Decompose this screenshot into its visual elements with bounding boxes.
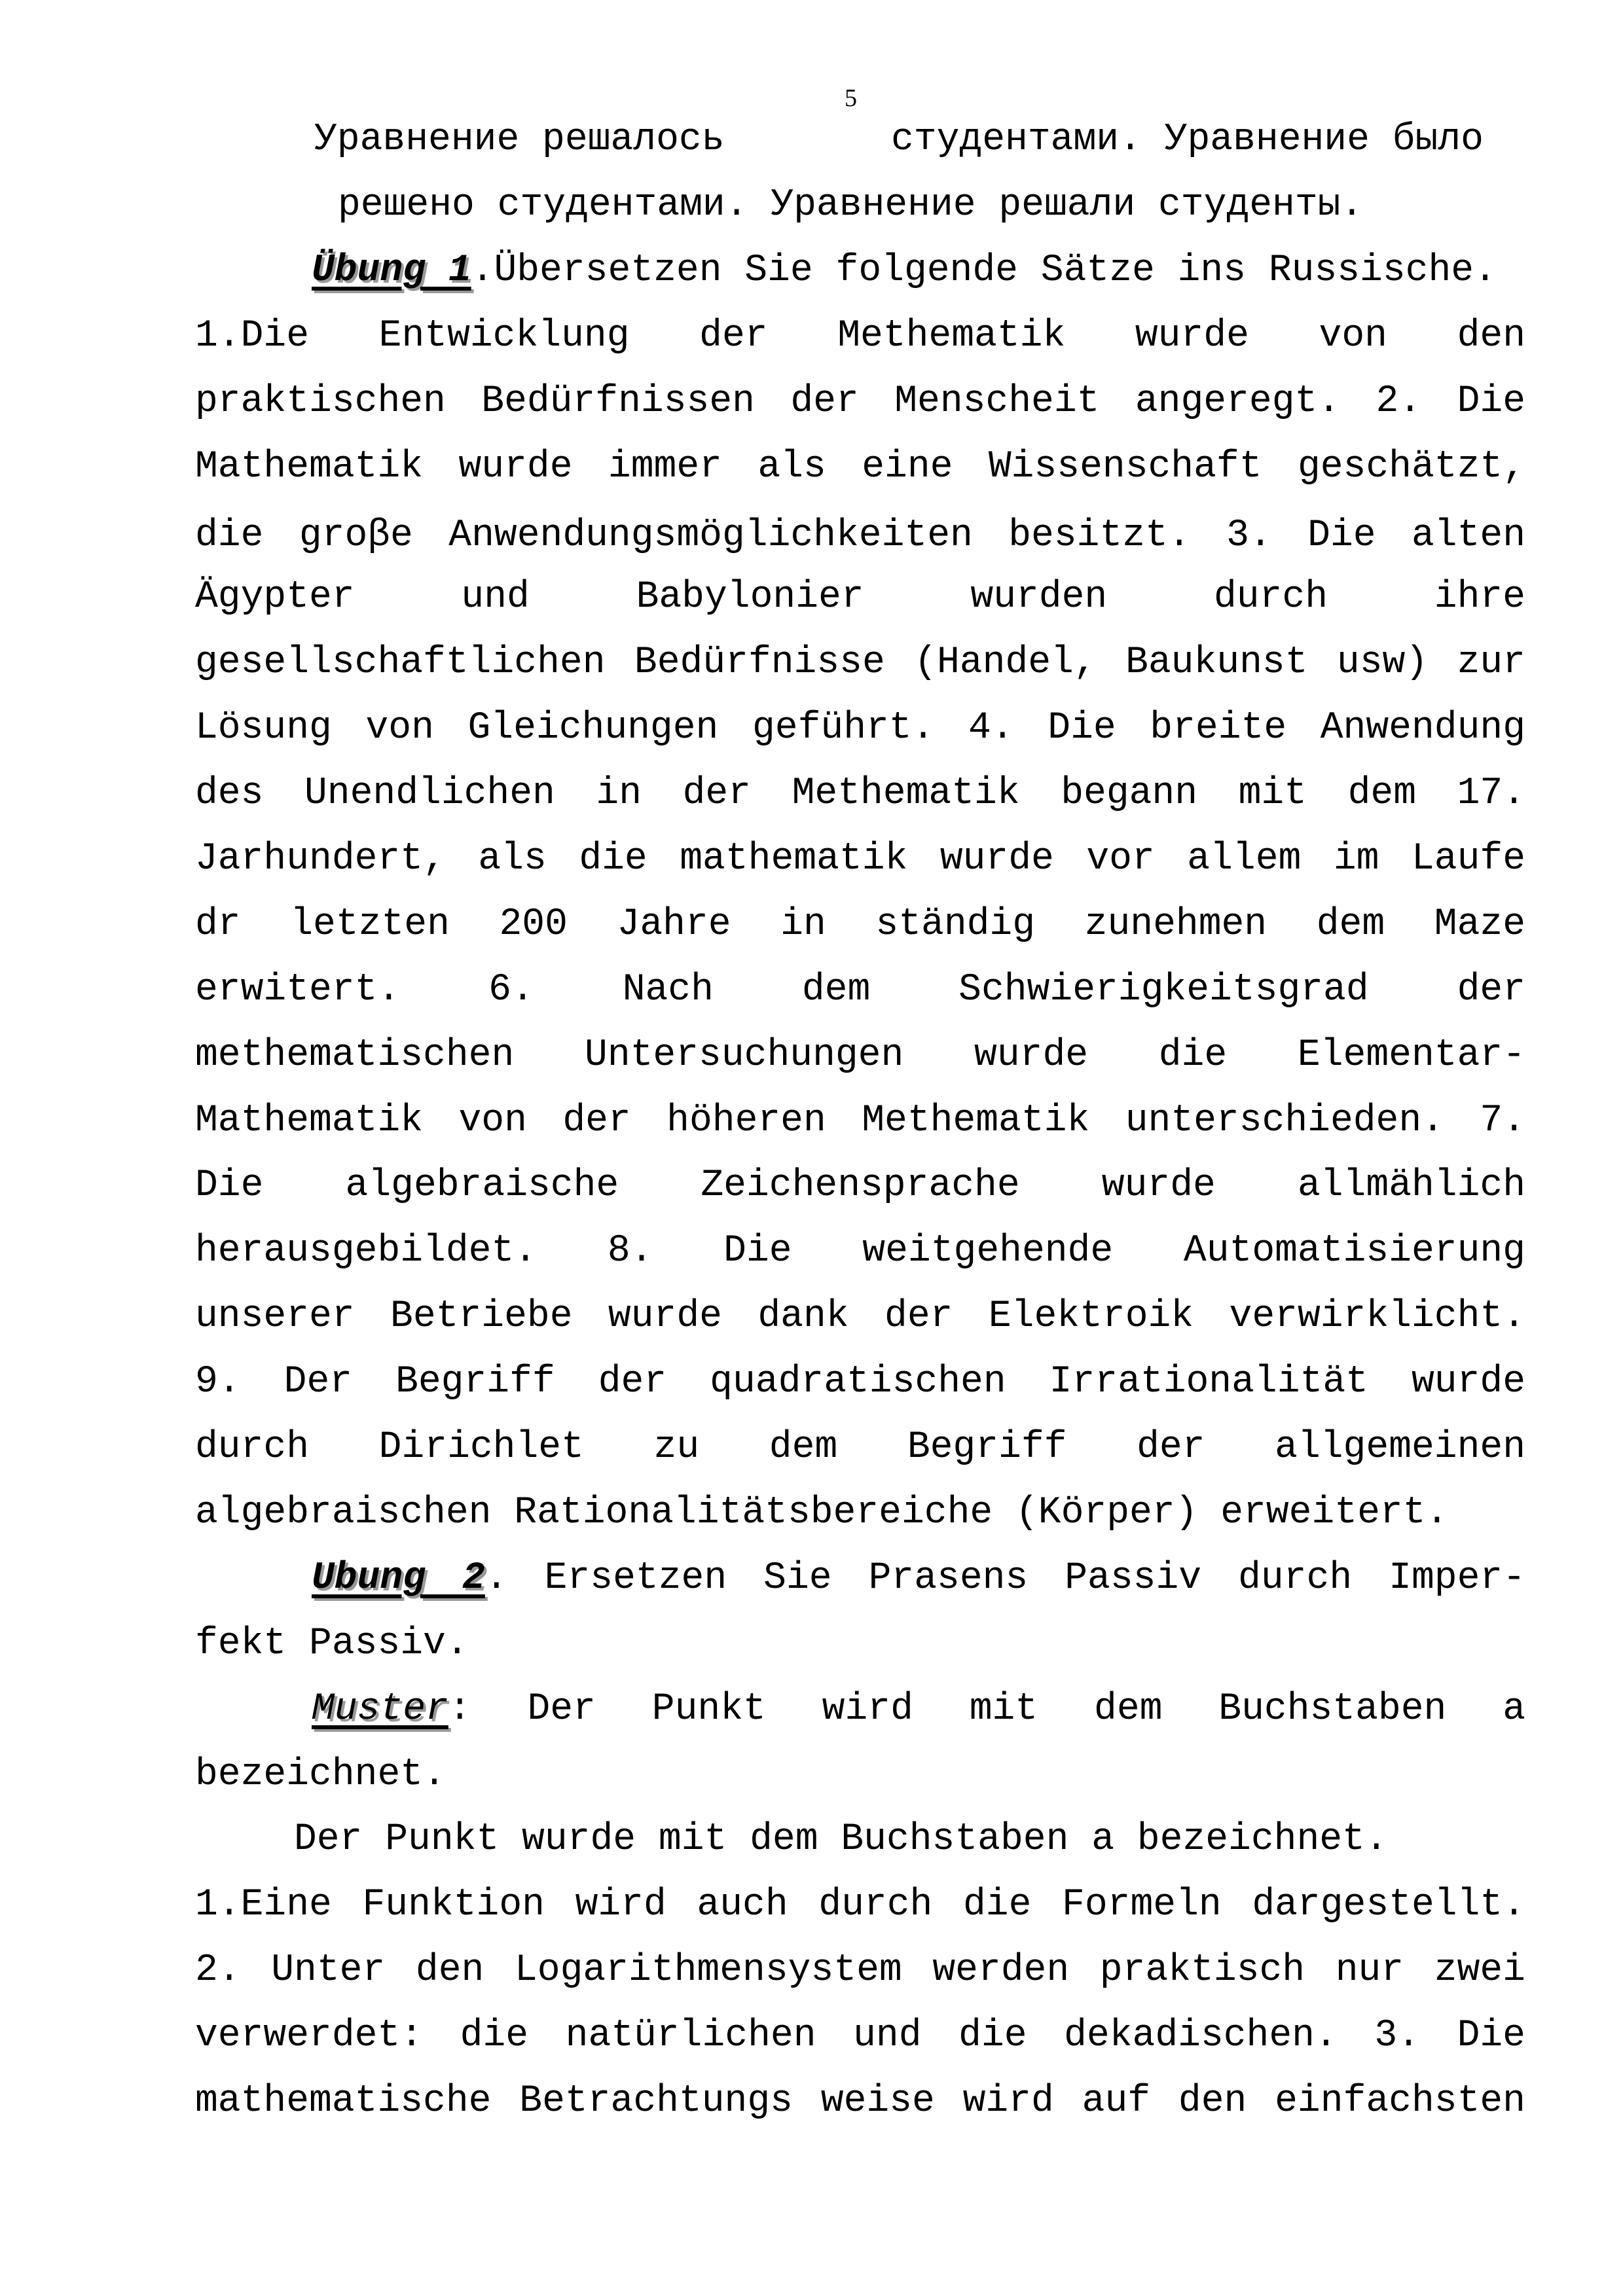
text-line: [195, 1225, 1525, 1278]
line-text: unserer Betriebe wurde dank der Elektroik verwirklicht.: [195, 1295, 1525, 1338]
text-line: [195, 1030, 1525, 1082]
text-line: [195, 510, 1525, 562]
text-line: [294, 1814, 1388, 1866]
line-text: Die algebraische Zeichensprache wurde allmählich: [195, 1164, 1525, 1208]
line-text: dr letzten 200 Jahre in ständig zunehmen dem Maze: [195, 903, 1525, 946]
text-line: [195, 2075, 1525, 2128]
line-text: 2. Unter den Logarithmensystem werden praktisch nur zwei: [195, 1949, 1525, 1992]
line-text: mathematische Betrachtungs weise wird auf den einfachsten: [195, 2080, 1525, 2123]
line-text: die groβe Anwendungsmöglichkeiten besitzt. 3. Die alten: [195, 514, 1525, 558]
line-text: 1.Die Entwicklung der Methematik wurde von den: [195, 314, 1525, 357]
line-text: Mathematik von der höheren Methematik unterschieden. 7.: [195, 1099, 1525, 1142]
text-line: [195, 1749, 446, 1801]
line-text: Jarhundert, als die mathematik wurde vor allem im Laufe: [195, 837, 1525, 880]
text-line: [338, 179, 1363, 232]
text-line: [195, 1879, 1525, 1931]
line-text: fekt Passiv.: [195, 1622, 469, 1665]
text-line: [195, 376, 1525, 428]
text-line: [195, 1487, 1448, 1539]
exercise-heading-line: [312, 1552, 1525, 1605]
text-line: [195, 1356, 1525, 1408]
text-line: [195, 768, 1525, 820]
line-text: 9. Der Begriff der quadratischen Irrationalität wurde: [195, 1361, 1525, 1404]
line-text: gesellschaftlichen Bedürfnisse (Handel, Baukunst usw) zur: [195, 641, 1525, 685]
line-text: herausgebildet. 8. Die weitgehende Automatisierung: [195, 1230, 1525, 1273]
text-line: [195, 2010, 1525, 2062]
line-text: praktischen Bedürfnissen der Menscheit angeregt. 2. Die: [195, 380, 1525, 423]
page-number: 5: [845, 84, 857, 112]
line-text: Mathematik wurde immer als eine Wissenschaft geschätzt,: [195, 445, 1525, 488]
text-line: [195, 1291, 1525, 1343]
line-text: algebraischen Rationalitätsbereiche (Körper) erweitert.: [195, 1491, 1449, 1534]
text-line: [195, 899, 1525, 951]
text-line: [195, 1618, 469, 1670]
text-line-part: студентами. Уравнение было: [891, 118, 1484, 161]
text-line: [195, 702, 1525, 755]
text-line: [195, 1160, 1525, 1212]
text-line: [195, 441, 1525, 493]
line-text: Ägypter und Babylonier wurden durch ihre: [195, 576, 1525, 619]
line-text: решено студентами. Уравнение решали студенты.: [338, 183, 1364, 226]
line-text: Lösung von Gleichungen geführt. 4. Die breite Anwendung: [195, 707, 1525, 750]
text-line: [195, 1945, 1525, 1997]
text-line: [195, 571, 1525, 624]
line-text: 1.Eine Funktion wird auch durch die Formeln dargestellt.: [195, 1884, 1525, 1927]
line-text: . Ersetzen Sie Prasens Passiv durch Imper-: [484, 1556, 1525, 1600]
text-line: [195, 310, 1525, 363]
text-line-part: Уравнение решалось: [314, 118, 725, 161]
text-line: [195, 1422, 1525, 1474]
line-text: durch Dirichlet zu dem Begriff der allgemeinen: [195, 1426, 1525, 1469]
exercise-label: Ubung 2: [312, 1556, 485, 1600]
line-text: : Der Punkt wird mit dem Buchstaben a: [448, 1687, 1525, 1731]
line-text: des Unendlichen in der Methematik begann mit dem 17.: [195, 772, 1525, 815]
line-text: Der Punkt wurde mit dem Buchstaben a bezeichnet.: [294, 1818, 1388, 1861]
line-text: erwitert. 6. Nach dem Schwierigkeitsgrad der: [195, 968, 1525, 1011]
text-line: [195, 637, 1525, 689]
line-text: verwerdet: die natürlichen und die dekadischen. 3. Die: [195, 2015, 1525, 2058]
exercise-heading-line: [312, 1683, 1525, 1736]
exercise-label: Übung 1: [312, 249, 471, 292]
exercise-heading-line: [312, 245, 1497, 297]
line-text: bezeichnet.: [195, 1753, 446, 1796]
text-line: [195, 1095, 1525, 1147]
line-text: .Übersetzen Sie folgende Sätze ins Russische.: [471, 249, 1497, 292]
text-line: [195, 833, 1525, 886]
line-text: methematischen Untersuchungen wurde die Elementar-: [195, 1033, 1525, 1077]
text-line: [195, 964, 1525, 1016]
exercise-label: Muster: [312, 1687, 448, 1731]
